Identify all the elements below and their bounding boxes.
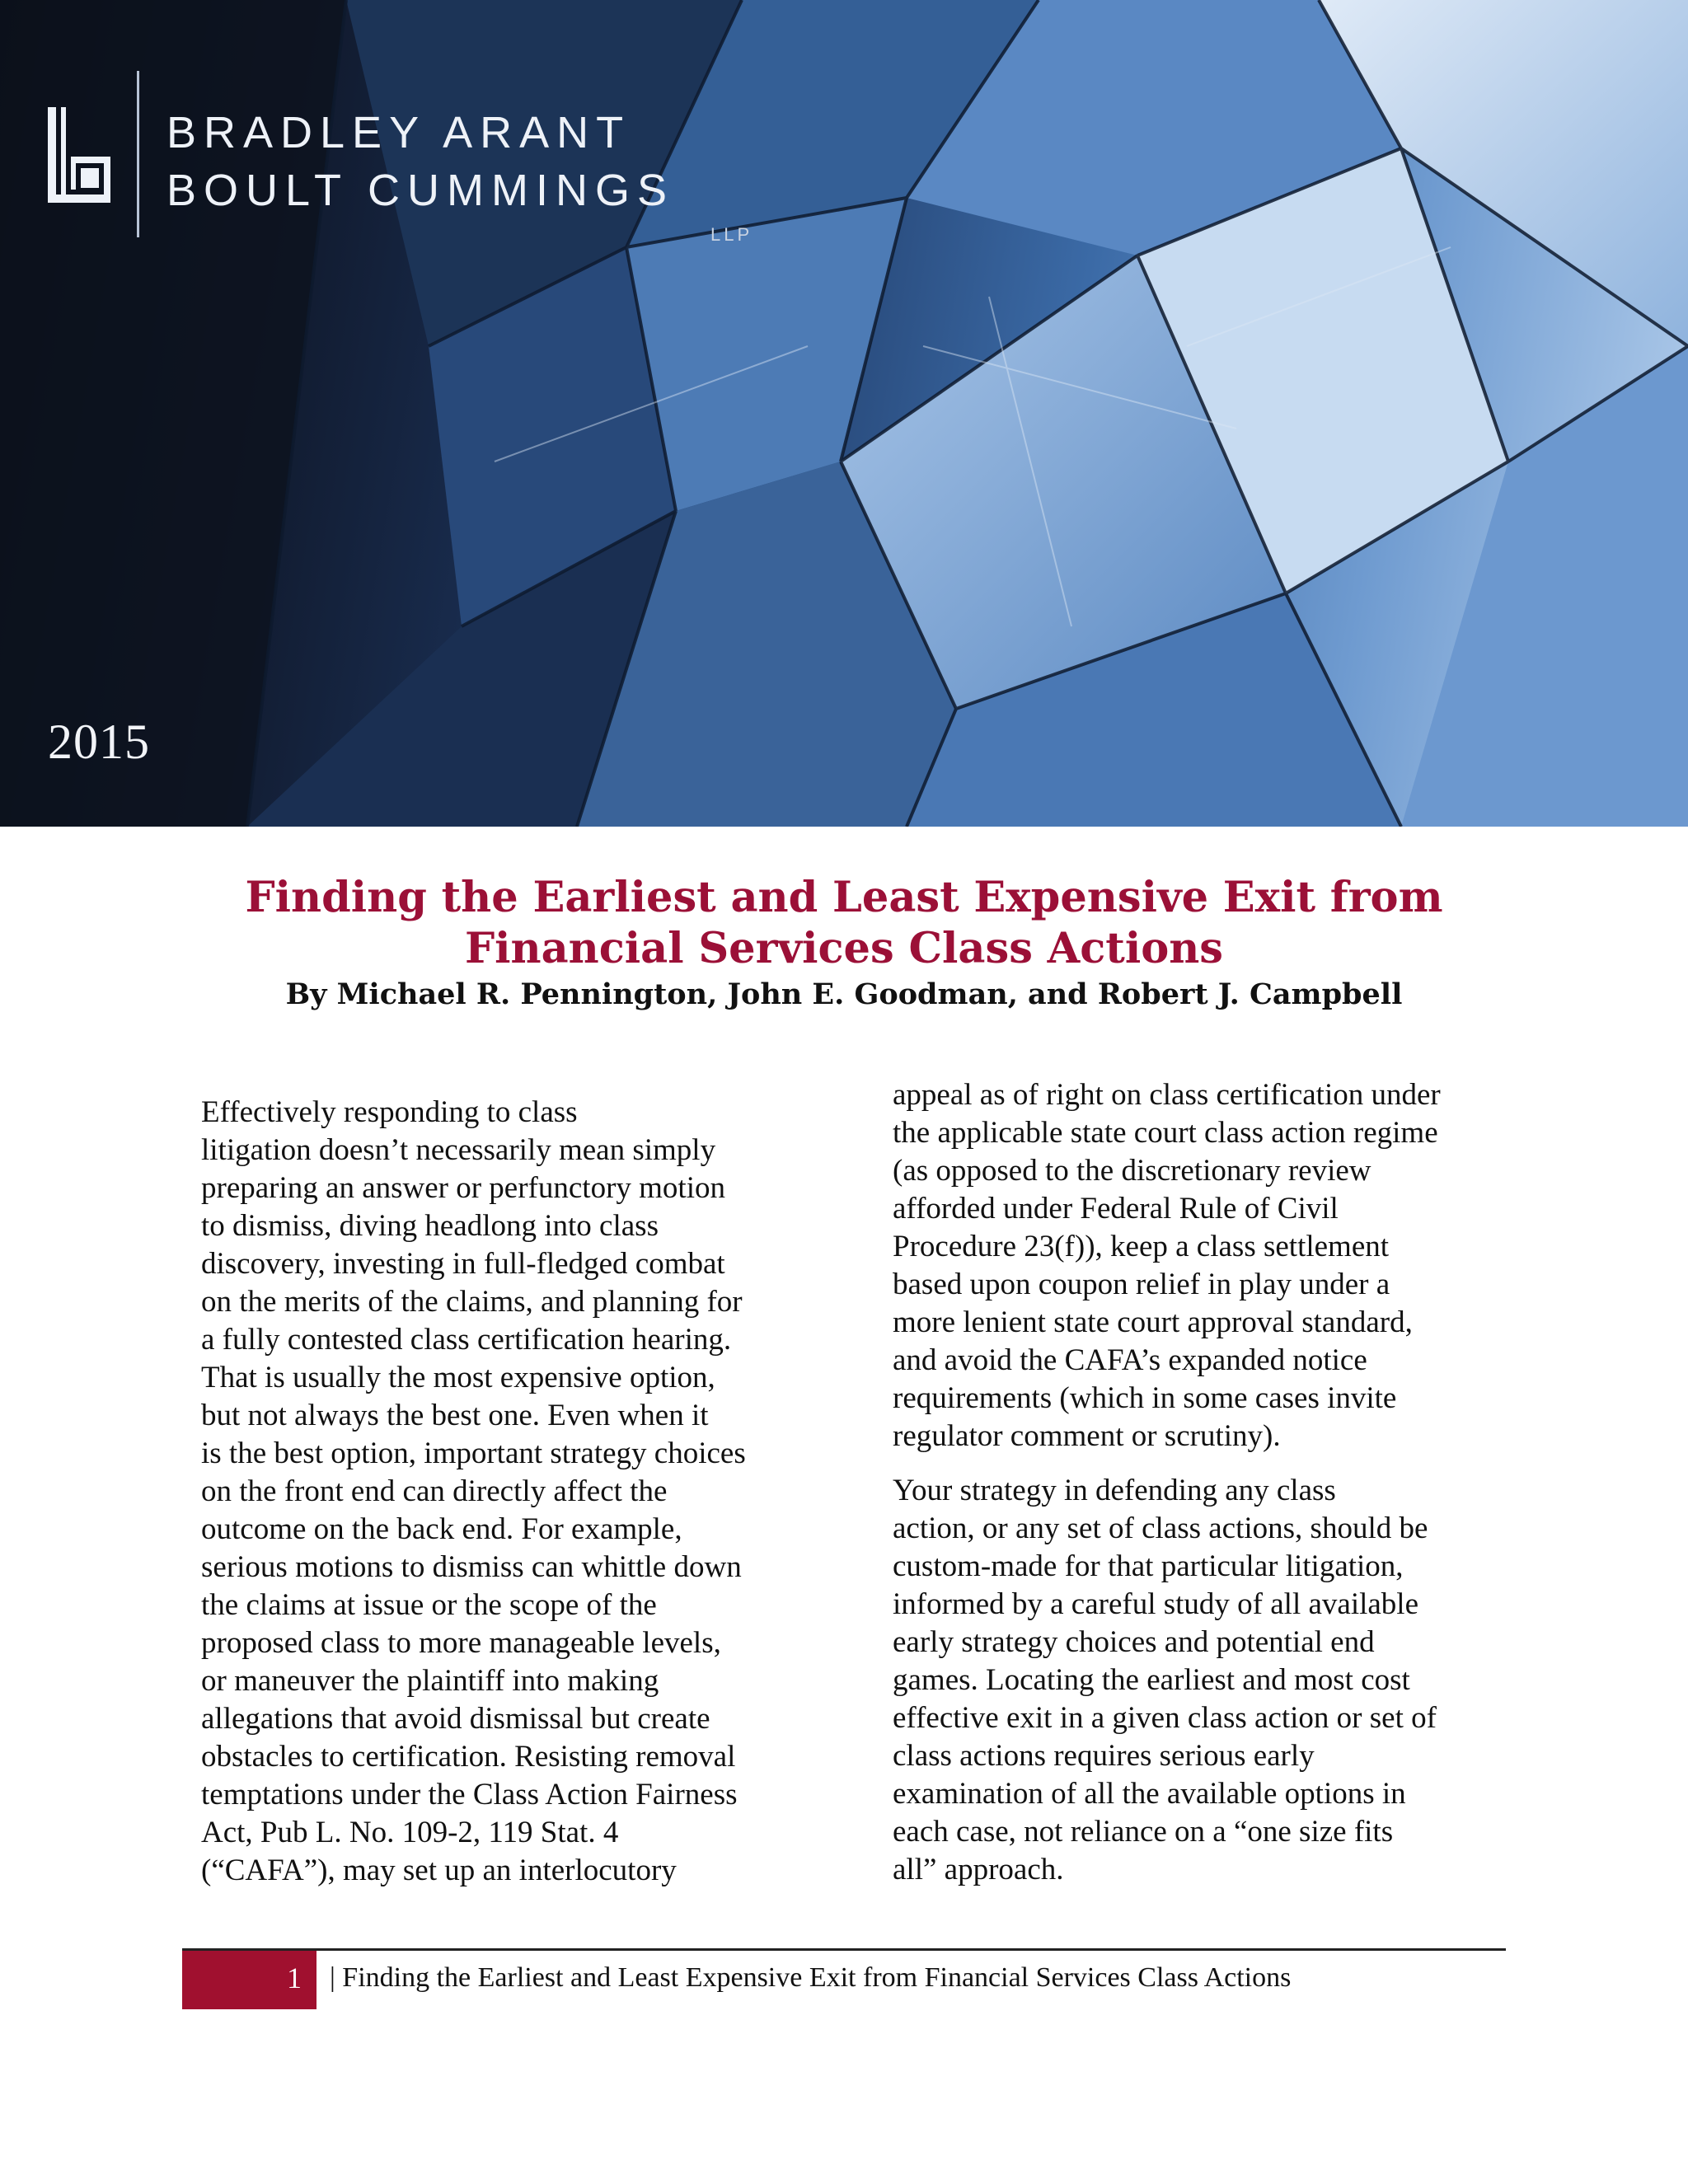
article-title-line2: Financial Services Class Actions bbox=[464, 924, 1224, 973]
firm-monogram-icon bbox=[46, 107, 112, 204]
publication-year: 2015 bbox=[48, 715, 150, 769]
body-paragraph-1: Effectively responding to class litigation doesn’t necessarily mean simply preparing an answer or perfunctory motion to dismiss, diving headlong into class discovery, investing in full-fledged combat on the merits of the claims, and planning for a fully contested class certification hearing. That is usually the most expensive option, but not always the best one. Even when it is the best option, important strategy choices on the front end can directly affect the outcome on the back end. For example, serious motions to dismiss can whittle down the claims at issue or the scope of the proposed class to more manageable levels, or maneuver the plaintiff into making allegations that avoid dismissal but create obstacles to certification. Resisting removal temptations under the Class Action Fairness Act, Pub L. No. 109-2, 119 Stat. 4 (“CAFA”), may set up an interlocutory bbox=[201, 1095, 746, 1887]
footer-rule bbox=[182, 1948, 1506, 1951]
footer-running-title: | Finding the Earliest and Least Expensive Exit from Financial Services Class Actions bbox=[330, 1962, 1292, 1993]
firm-name-suffix: LLP bbox=[710, 224, 753, 245]
hero-banner bbox=[0, 0, 1688, 827]
body-paragraph-2: Your strategy in defending any class action, or any set of class actions, should be custom-made for that particular litigation, informed by a careful study of all available early strategy choices and potential end games. Locating the earliest and most cost effective exit in a given class action or set of class actions requires serious early examination of all the available options in each case, not reliance on a “one size fits all” approach. bbox=[893, 1474, 1437, 1886]
article-byline: By Michael R. Pennington, John E. Goodman, and Robert J. Campbell bbox=[285, 977, 1403, 1011]
firm-logo bbox=[46, 71, 788, 244]
right-column bbox=[893, 1076, 1519, 1889]
logo-divider bbox=[137, 71, 139, 237]
body-paragraph-1-continued: appeal as of right on class certification under the applicable state court class action regime (as opposed to the discretionary review afforded under Federal Rule of Civil Procedure 23(f)), keep a class settlement based upon coupon relief in play under a more lenient state court approval standard, and avoid the CAFA’s expanded notice requirements (which in some cases invite regulator comment or scrutiny). bbox=[893, 1078, 1441, 1453]
article-title bbox=[165, 872, 1523, 974]
footer-page-box bbox=[182, 1951, 316, 2009]
page-number: 1 bbox=[287, 1961, 302, 1994]
firm-name-line2: BOULT CUMMINGS bbox=[166, 166, 675, 215]
left-column bbox=[201, 1094, 828, 1890]
firm-name-line1: BRADLEY ARANT bbox=[166, 108, 631, 157]
article-title-line1: Finding the Earliest and Least Expensive Exit from bbox=[245, 873, 1443, 922]
